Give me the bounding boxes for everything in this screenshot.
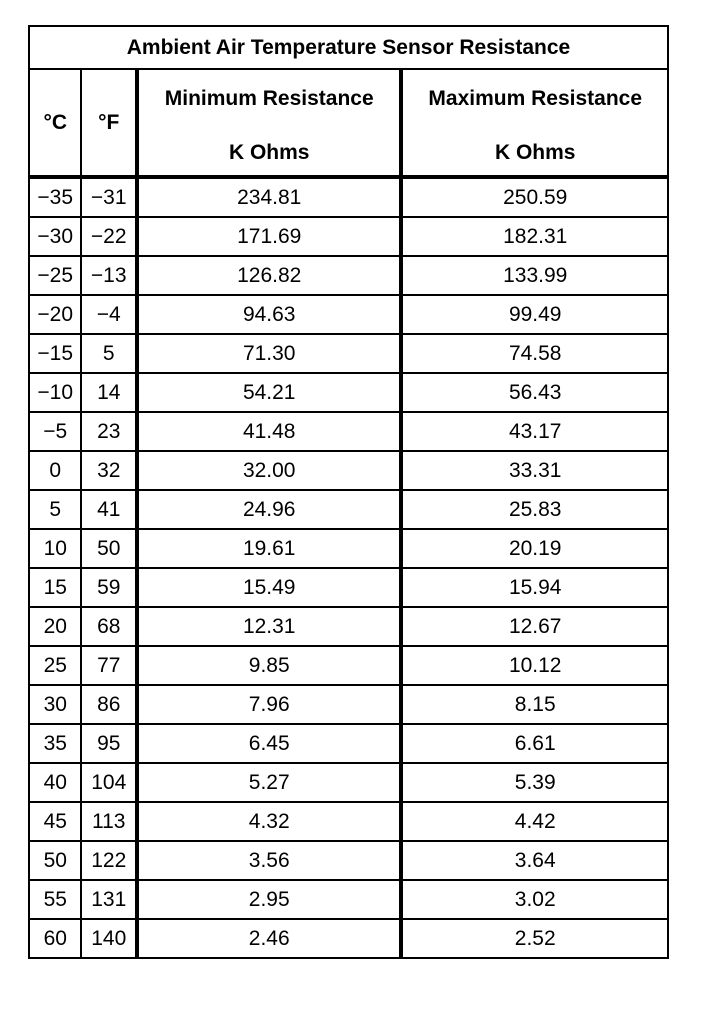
min-resistance-cell: 32.00 <box>137 451 401 490</box>
min-resistance-cell: 2.46 <box>137 919 401 958</box>
celsius-cell: 45 <box>29 802 81 841</box>
min-resistance-cell: 94.63 <box>137 295 401 334</box>
min-resistance-cell: 6.45 <box>137 724 401 763</box>
min-resistance-header <box>137 69 401 177</box>
table-row <box>29 724 668 763</box>
table-row <box>29 373 668 412</box>
fahrenheit-cell: 41 <box>81 490 137 529</box>
table-row <box>29 568 668 607</box>
fahrenheit-cell: 104 <box>81 763 137 802</box>
max-resistance-cell: 4.42 <box>401 802 668 841</box>
min-resistance-cell: 2.95 <box>137 880 401 919</box>
fahrenheit-cell: 86 <box>81 685 137 724</box>
celsius-cell: −10 <box>29 373 81 412</box>
min-resistance-cell: 71.30 <box>137 334 401 373</box>
max-resistance-cell: 133.99 <box>401 256 668 295</box>
max-resistance-cell: 3.02 <box>401 880 668 919</box>
max-resistance-cell: 56.43 <box>401 373 668 412</box>
max-resistance-cell: 99.49 <box>401 295 668 334</box>
table-row <box>29 177 668 217</box>
max-resistance-cell: 8.15 <box>401 685 668 724</box>
max-resistance-cell: 15.94 <box>401 568 668 607</box>
min-resistance-cell: 5.27 <box>137 763 401 802</box>
max-resistance-header <box>401 69 668 177</box>
fahrenheit-cell: 50 <box>81 529 137 568</box>
fahrenheit-cell: −4 <box>81 295 137 334</box>
celsius-cell: 20 <box>29 607 81 646</box>
min-resistance-cell: 12.31 <box>137 607 401 646</box>
min-resistance-cell: 54.21 <box>137 373 401 412</box>
max-resistance-cell: 2.52 <box>401 919 668 958</box>
celsius-cell: 25 <box>29 646 81 685</box>
fahrenheit-cell: 95 <box>81 724 137 763</box>
fahrenheit-cell: 59 <box>81 568 137 607</box>
table-row <box>29 841 668 880</box>
table-row <box>29 217 668 256</box>
table-row <box>29 802 668 841</box>
table-row <box>29 334 668 373</box>
fahrenheit-cell: 5 <box>81 334 137 373</box>
celsius-cell: −25 <box>29 256 81 295</box>
fahrenheit-cell: −13 <box>81 256 137 295</box>
fahrenheit-cell: 77 <box>81 646 137 685</box>
min-resistance-cell: 126.82 <box>137 256 401 295</box>
fahrenheit-cell: 14 <box>81 373 137 412</box>
max-resistance-cell: 25.83 <box>401 490 668 529</box>
table-row <box>29 646 668 685</box>
table-row <box>29 256 668 295</box>
fahrenheit-header: °F <box>81 69 137 177</box>
max-resistance-cell: 250.59 <box>401 177 668 217</box>
max-resistance-cell: 20.19 <box>401 529 668 568</box>
min-resistance-cell: 4.32 <box>137 802 401 841</box>
max-resistance-cell: 33.31 <box>401 451 668 490</box>
table-row <box>29 880 668 919</box>
min-resistance-cell: 7.96 <box>137 685 401 724</box>
celsius-cell: 55 <box>29 880 81 919</box>
celsius-cell: 50 <box>29 841 81 880</box>
table-row <box>29 763 668 802</box>
min-resistance-unit: K Ohms <box>228 140 310 164</box>
max-resistance-cell: 6.61 <box>401 724 668 763</box>
table-row <box>29 490 668 529</box>
min-resistance-cell: 234.81 <box>137 177 401 217</box>
table-row <box>29 529 668 568</box>
celsius-cell: 15 <box>29 568 81 607</box>
table-row <box>29 919 668 958</box>
celsius-cell: 0 <box>29 451 81 490</box>
celsius-cell: 30 <box>29 685 81 724</box>
celsius-cell: 40 <box>29 763 81 802</box>
fahrenheit-cell: 113 <box>81 802 137 841</box>
celsius-header: °C <box>29 69 81 177</box>
fahrenheit-cell: 32 <box>81 451 137 490</box>
table-row <box>29 685 668 724</box>
min-resistance-cell: 19.61 <box>137 529 401 568</box>
max-resistance-cell: 43.17 <box>401 412 668 451</box>
table-title: Ambient Air Temperature Sensor Resistance <box>29 26 668 69</box>
max-resistance-cell: 10.12 <box>401 646 668 685</box>
celsius-cell: 10 <box>29 529 81 568</box>
celsius-cell: 35 <box>29 724 81 763</box>
resistance-table <box>28 25 669 959</box>
min-resistance-cell: 24.96 <box>137 490 401 529</box>
table-body <box>29 177 668 958</box>
celsius-cell: −15 <box>29 334 81 373</box>
table-row <box>29 451 668 490</box>
min-resistance-cell: 15.49 <box>137 568 401 607</box>
table-row <box>29 295 668 334</box>
fahrenheit-cell: 68 <box>81 607 137 646</box>
min-resistance-cell: 3.56 <box>137 841 401 880</box>
fahrenheit-cell: −22 <box>81 217 137 256</box>
max-resistance-cell: 182.31 <box>401 217 668 256</box>
celsius-cell: 60 <box>29 919 81 958</box>
fahrenheit-cell: 131 <box>81 880 137 919</box>
celsius-cell: −5 <box>29 412 81 451</box>
celsius-cell: 5 <box>29 490 81 529</box>
fahrenheit-cell: 140 <box>81 919 137 958</box>
fahrenheit-cell: 23 <box>81 412 137 451</box>
max-resistance-cell: 12.67 <box>401 607 668 646</box>
table-row <box>29 412 668 451</box>
max-resistance-cell: 5.39 <box>401 763 668 802</box>
fahrenheit-cell: 122 <box>81 841 137 880</box>
celsius-cell: −20 <box>29 295 81 334</box>
fahrenheit-cell: −31 <box>81 177 137 217</box>
min-resistance-cell: 41.48 <box>137 412 401 451</box>
celsius-cell: −30 <box>29 217 81 256</box>
min-resistance-label: Minimum Resistance <box>164 86 374 110</box>
min-resistance-cell: 171.69 <box>137 217 401 256</box>
max-resistance-unit: K Ohms <box>494 140 576 164</box>
table-row <box>29 607 668 646</box>
min-resistance-cell: 9.85 <box>137 646 401 685</box>
max-resistance-cell: 74.58 <box>401 334 668 373</box>
celsius-cell: −35 <box>29 177 81 217</box>
max-resistance-cell: 3.64 <box>401 841 668 880</box>
max-resistance-label: Maximum Resistance <box>428 86 643 110</box>
